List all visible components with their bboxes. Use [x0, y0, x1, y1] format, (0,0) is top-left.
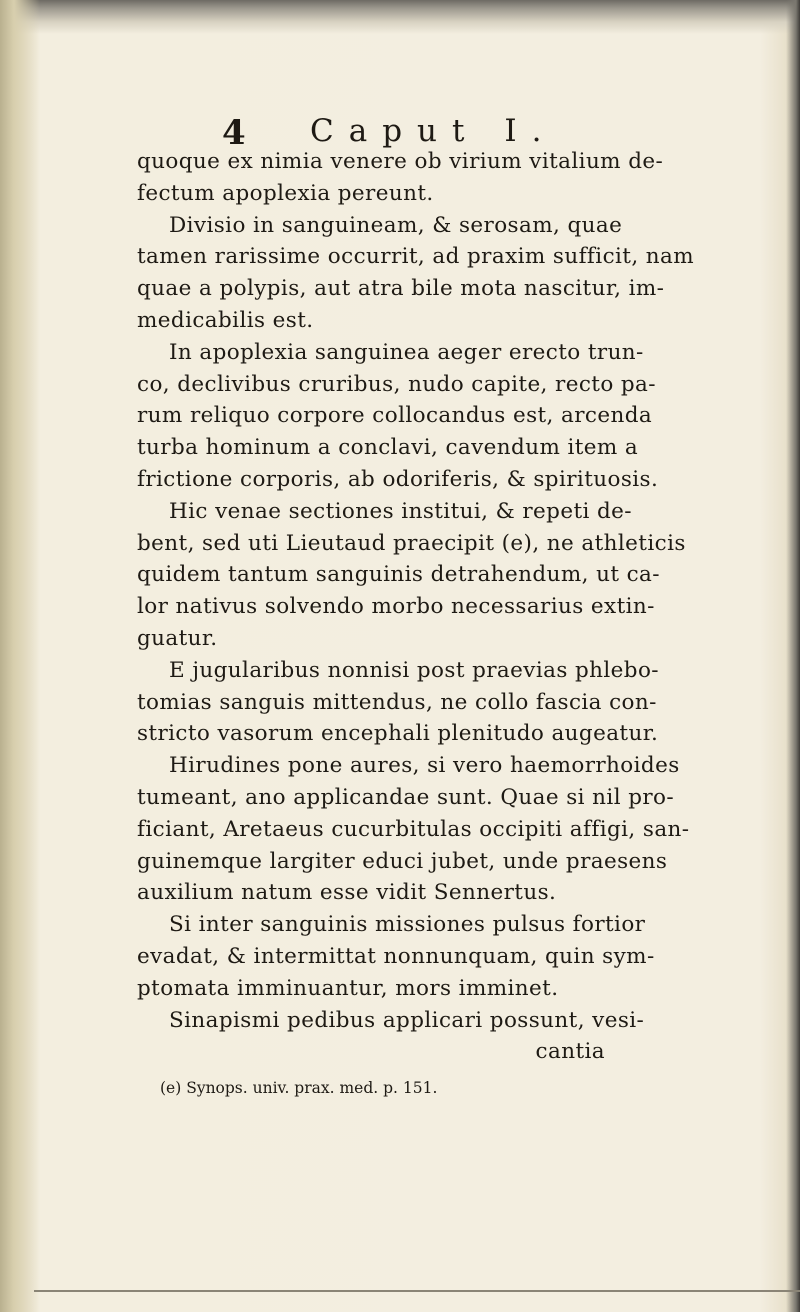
text-line: E jugularibus nonnisi post praevias phlebo- — [169, 657, 659, 683]
text-line: Si inter sanguinis missiones pulsus fortior — [169, 912, 646, 938]
catchword: cantia — [535, 1039, 605, 1065]
text-line: bent, sed uti Lieutaud praecipit (e), ne athleticis — [137, 530, 686, 556]
footnote: (e) Synops. univ. prax. med. p. 151. — [160, 1079, 438, 1097]
page-bottom-line — [34, 1290, 800, 1292]
text-line: lor nativus solvendo morbo necessarius extin- — [137, 594, 655, 620]
text-line: tumeant, ano applicandae sunt. Quae si nil pro- — [137, 784, 675, 810]
text-line: turba hominum a conclavi, cavendum item a — [137, 435, 639, 461]
text-line: Divisio in sanguineam, & serosam, quae — [169, 212, 623, 238]
text-line: stricto vasorum encephali plenitudo augeatur. — [137, 721, 659, 747]
text-line: evadat, & intermittat nonnunquam, quin sym- — [137, 943, 655, 969]
text-line: rum reliquo corpore collocandus est, arcenda — [137, 403, 653, 429]
text-line: guatur. — [137, 625, 218, 651]
text-line: quidem tantum sanguinis detrahendum, ut ca- — [137, 562, 660, 588]
text-line: Hirudines pone aures, si vero haemorrhoides — [169, 753, 680, 779]
text-line: Sinapismi pedibus applicari possunt, vesi- — [169, 1007, 645, 1033]
text-line: guinemque largiter educi jubet, unde praesens — [137, 848, 668, 874]
text-line: ficiant, Aretaeus cucurbitulas occipiti affigi, san- — [137, 816, 690, 842]
text-line: quae a polypis, aut atra bile mota nascitur, im- — [137, 276, 665, 302]
text-line: tomias sanguis mittendus, ne collo fascia con- — [137, 689, 657, 715]
text-line: Hic venae sectiones institui, & repeti de- — [169, 498, 632, 524]
text-line: frictione corporis, ab odoriferis, & spirituosis. — [137, 466, 659, 492]
text-line: medicabilis est. — [137, 307, 314, 333]
page-number: 4 — [222, 113, 246, 153]
text-line: In apoplexia sanguinea aeger erecto trun- — [169, 339, 644, 365]
text-line: fectum apoplexia pereunt. — [137, 180, 434, 206]
page-right-edge — [786, 0, 800, 1312]
page-top-edge — [0, 0, 800, 34]
text-line: co, declivibus cruribus, nudo capite, recto pa- — [137, 371, 656, 397]
text-line: ptomata imminuantur, mors imminet. — [137, 975, 559, 1001]
running-head: Caput I. — [310, 113, 557, 149]
text-line: tamen rarissime occurrit, ad praxim sufficit, nam — [137, 244, 695, 270]
text-line: auxilium natum esse vidit Sennertus. — [137, 880, 557, 906]
text-line: quoque ex nimia venere ob virium vitalium de- — [137, 149, 664, 174]
body-text — [137, 146, 717, 1068]
page-left-edge — [0, 0, 40, 1312]
